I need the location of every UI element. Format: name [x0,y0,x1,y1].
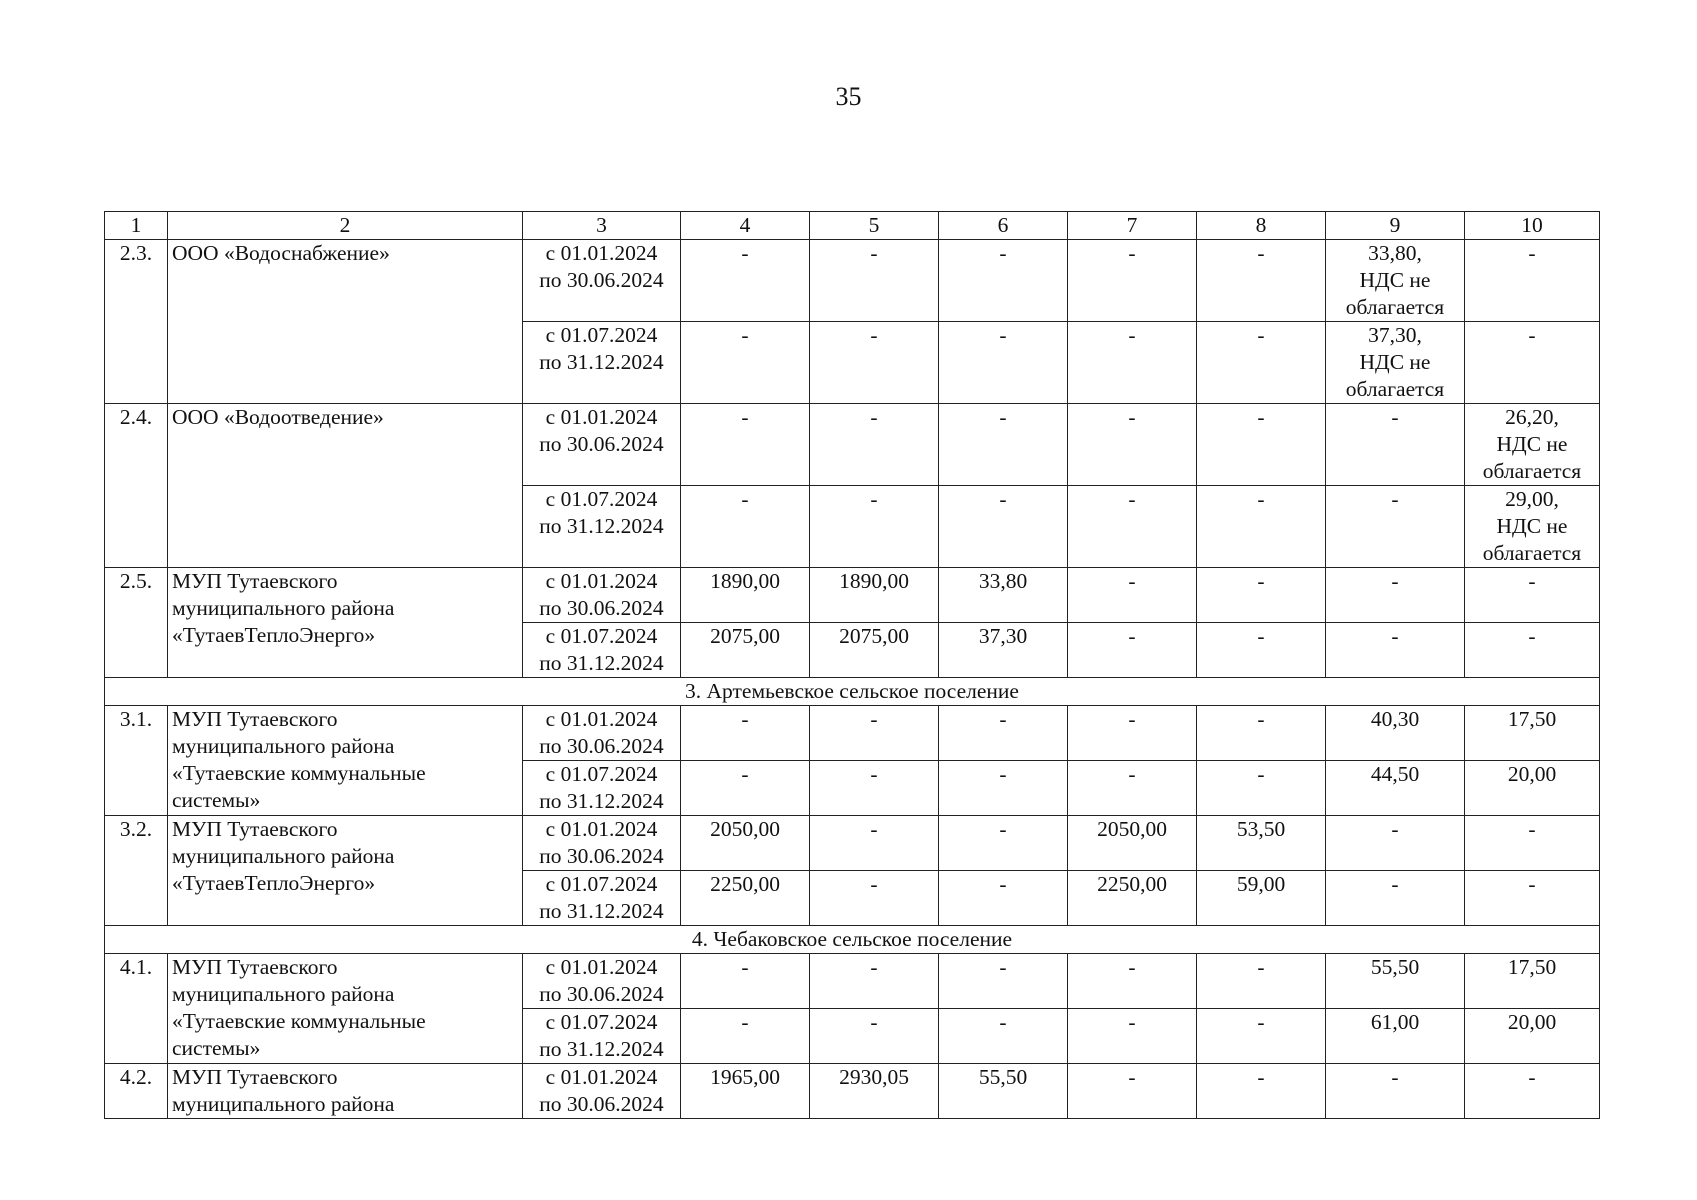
cell-line: МУП Тутаевского [172,569,338,593]
row-number: 3.2. [105,816,168,926]
cell-line: муниципального района [172,596,395,620]
value-cell: - [1326,816,1465,871]
value-cell: - [939,322,1068,404]
value-cell [1326,240,1465,322]
period-cell [523,1009,681,1064]
value-cell: - [1326,1064,1465,1119]
column-number: 7 [1068,212,1197,240]
value-cell: - [1465,623,1600,678]
value-cell: - [810,486,939,568]
value-cell: 1890,00 [810,568,939,623]
cell-line: по 30.06.2024 [539,734,664,758]
value-cell: 44,50 [1326,761,1465,816]
value-cell: - [1465,1064,1600,1119]
column-number: 4 [681,212,810,240]
value-cell: - [1068,1009,1197,1064]
cell-line: с 01.07.2024 [545,872,658,896]
value-cell: - [939,954,1068,1009]
cell-line: муниципального района [172,982,395,1006]
value-cell: - [939,871,1068,926]
value-cell [1326,322,1465,404]
value-cell: - [681,240,810,322]
cell-line: МУП Тутаевского [172,955,338,979]
section-row [105,926,1600,954]
cell-line: с 01.01.2024 [545,241,658,265]
period-cell [523,568,681,623]
cell-line: «ТутаевТеплоЭнерго» [172,623,376,647]
cell-line: НДС не [1496,432,1568,456]
value-cell: - [1326,623,1465,678]
cell-line: с 01.07.2024 [545,624,658,648]
cell-line: облагается [1482,541,1582,565]
value-cell: - [939,706,1068,761]
value-cell: - [681,954,810,1009]
value-cell: - [810,240,939,322]
value-cell: 2050,00 [1068,816,1197,871]
row-number: 3.1. [105,706,168,816]
cell-line: по 31.12.2024 [539,1037,664,1061]
column-number: 5 [810,212,939,240]
value-cell: - [1326,568,1465,623]
cell-line: МУП Тутаевского [172,707,338,731]
value-cell: - [1465,568,1600,623]
cell-line: НДС не [1496,514,1568,538]
value-cell: - [1465,871,1600,926]
cell-line: облагается [1345,377,1445,401]
cell-line: с 01.01.2024 [545,817,658,841]
cell-line: 26,20, [1505,405,1559,429]
cell-line: с 01.07.2024 [545,487,658,511]
cell-line: системы» [172,788,261,812]
value-cell: - [1197,1009,1326,1064]
value-cell: 55,50 [939,1064,1068,1119]
value-cell: - [681,706,810,761]
table-row [105,568,1600,623]
column-number: 3 [523,212,681,240]
table-row [105,706,1600,761]
value-cell: - [1197,322,1326,404]
value-cell: - [939,761,1068,816]
value-cell: - [681,1009,810,1064]
value-cell [1465,486,1600,568]
cell-line: с 01.01.2024 [545,405,658,429]
value-cell: - [810,706,939,761]
cell-line: с 01.01.2024 [545,1065,658,1089]
cell-line: НДС не [1359,350,1431,374]
value-cell: - [939,486,1068,568]
value-cell: - [1068,954,1197,1009]
period-cell [523,706,681,761]
value-cell: - [1465,322,1600,404]
value-cell: 37,30 [939,623,1068,678]
cell-line: облагается [1345,295,1445,319]
cell-line: «Тутаевские коммунальные [172,761,426,785]
section-title: 3. Артемьевское сельское поселение [105,678,1600,706]
value-cell: - [1197,240,1326,322]
value-cell: 17,50 [1465,954,1600,1009]
cell-line: ООО «Водоснабжение» [172,241,390,265]
organization-name [168,404,523,568]
value-cell: - [681,404,810,486]
value-cell: - [939,1009,1068,1064]
value-cell: - [1068,322,1197,404]
value-cell: - [1068,706,1197,761]
value-cell: - [1197,486,1326,568]
value-cell: - [1068,761,1197,816]
value-cell: - [1326,404,1465,486]
tariff-table [104,211,1600,1119]
value-cell: 61,00 [1326,1009,1465,1064]
cell-line: по 31.12.2024 [539,899,664,923]
value-cell: - [810,322,939,404]
column-number-row [105,212,1600,240]
section-row [105,678,1600,706]
cell-line: 29,00, [1505,487,1559,511]
table-row [105,1064,1600,1119]
value-cell: - [681,322,810,404]
cell-line: по 30.06.2024 [539,596,664,620]
cell-line: ООО «Водоотведение» [172,405,384,429]
value-cell: 59,00 [1197,871,1326,926]
organization-name [168,954,523,1064]
value-cell: - [939,240,1068,322]
page-number: 35 [835,82,862,111]
cell-line: по 31.12.2024 [539,514,664,538]
value-cell: - [1197,954,1326,1009]
column-number: 2 [168,212,523,240]
value-cell: - [1068,404,1197,486]
period-cell [523,623,681,678]
cell-line: по 31.12.2024 [539,789,664,813]
value-cell [1465,404,1600,486]
organization-name [168,816,523,926]
cell-line: по 30.06.2024 [539,844,664,868]
row-number: 2.5. [105,568,168,678]
cell-line: по 31.12.2024 [539,350,664,374]
period-cell [523,1064,681,1119]
value-cell: - [1326,486,1465,568]
value-cell: 1965,00 [681,1064,810,1119]
value-cell: - [810,871,939,926]
value-cell: - [1465,816,1600,871]
cell-line: по 30.06.2024 [539,982,664,1006]
value-cell: - [810,954,939,1009]
value-cell: 2075,00 [681,623,810,678]
column-number: 6 [939,212,1068,240]
value-cell: 2930,05 [810,1064,939,1119]
value-cell: 40,30 [1326,706,1465,761]
column-number: 9 [1326,212,1465,240]
column-number: 8 [1197,212,1326,240]
cell-line: муниципального района [172,734,395,758]
table-row [105,240,1600,322]
row-number: 4.2. [105,1064,168,1119]
value-cell: - [1068,486,1197,568]
cell-line: облагается [1482,459,1582,483]
value-cell: - [1068,1064,1197,1119]
value-cell: 53,50 [1197,816,1326,871]
cell-line: «ТутаевТеплоЭнерго» [172,871,376,895]
period-cell [523,816,681,871]
row-number: 2.4. [105,404,168,568]
section-title: 4. Чебаковское сельское поселение [105,926,1600,954]
cell-line: системы» [172,1036,261,1060]
value-cell: - [1068,568,1197,623]
value-cell: 33,80 [939,568,1068,623]
column-number: 10 [1465,212,1600,240]
value-cell: - [681,486,810,568]
cell-line: с 01.01.2024 [545,955,658,979]
value-cell: - [1197,706,1326,761]
organization-name [168,568,523,678]
period-cell [523,240,681,322]
value-cell: 2250,00 [681,871,810,926]
value-cell: 2075,00 [810,623,939,678]
table-row [105,954,1600,1009]
period-cell [523,322,681,404]
cell-line: с 01.07.2024 [545,762,658,786]
cell-line: муниципального района [172,844,395,868]
value-cell: - [1068,623,1197,678]
value-cell: - [810,761,939,816]
value-cell: 2050,00 [681,816,810,871]
period-cell [523,871,681,926]
cell-line: по 31.12.2024 [539,651,664,675]
cell-line: с 01.01.2024 [545,569,658,593]
cell-line: с 01.07.2024 [545,323,658,347]
value-cell: - [1465,240,1600,322]
column-number: 1 [105,212,168,240]
period-cell [523,486,681,568]
value-cell: 1890,00 [681,568,810,623]
cell-line: муниципального района [172,1092,395,1116]
value-cell: - [810,404,939,486]
value-cell: - [1326,871,1465,926]
value-cell: - [810,816,939,871]
period-cell [523,954,681,1009]
organization-name [168,706,523,816]
value-cell: - [1197,761,1326,816]
row-number: 4.1. [105,954,168,1064]
cell-line: по 30.06.2024 [539,1092,664,1116]
value-cell: - [681,761,810,816]
organization-name [168,1064,523,1119]
cell-line: НДС не [1359,268,1431,292]
value-cell: - [1197,1064,1326,1119]
value-cell: - [939,404,1068,486]
cell-line: МУП Тутаевского [172,1065,338,1089]
cell-line: с 01.01.2024 [545,707,658,731]
period-cell [523,761,681,816]
table-row [105,404,1600,486]
cell-line: МУП Тутаевского [172,817,338,841]
period-cell [523,404,681,486]
row-number: 2.3. [105,240,168,404]
value-cell: - [1197,568,1326,623]
cell-line: «Тутаевские коммунальные [172,1009,426,1033]
value-cell: - [1068,240,1197,322]
value-cell: 17,50 [1465,706,1600,761]
value-cell: 20,00 [1465,761,1600,816]
value-cell: - [939,816,1068,871]
value-cell: - [1197,623,1326,678]
cell-line: 33,80, [1368,241,1422,265]
value-cell: - [810,1009,939,1064]
cell-line: с 01.07.2024 [545,1010,658,1034]
cell-line: по 30.06.2024 [539,432,664,456]
value-cell: 2250,00 [1068,871,1197,926]
organization-name [168,240,523,404]
value-cell: 55,50 [1326,954,1465,1009]
value-cell: - [1197,404,1326,486]
cell-line: 37,30, [1368,323,1422,347]
cell-line: по 30.06.2024 [539,268,664,292]
value-cell: 20,00 [1465,1009,1600,1064]
table-row [105,816,1600,871]
